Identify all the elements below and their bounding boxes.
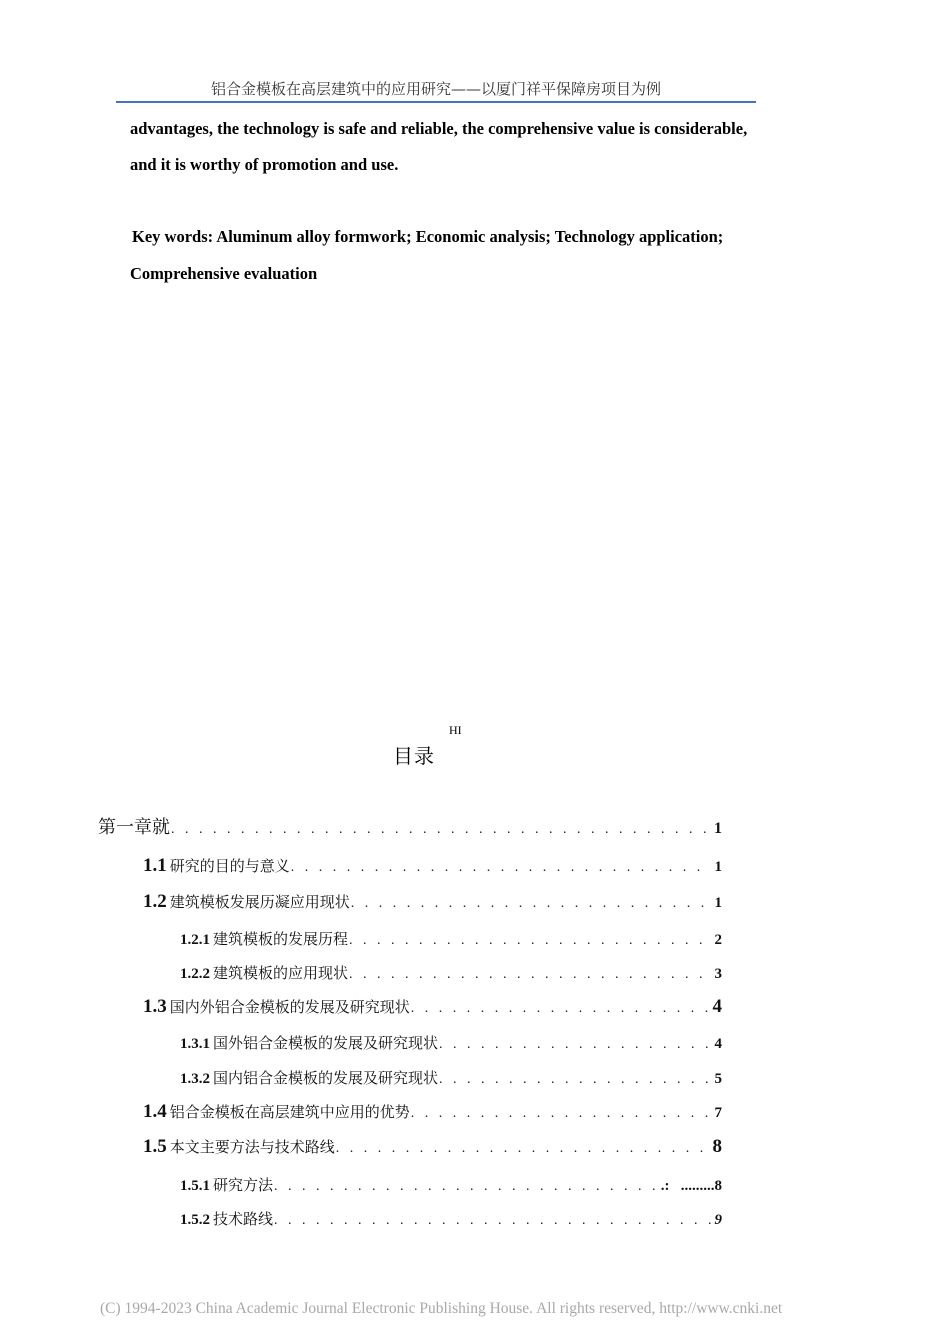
toc-entry-page: 2 [714, 932, 722, 948]
toc-entry-number: 1.3.2 [180, 1071, 210, 1087]
toc-leader-dots [349, 967, 710, 983]
toc-entry-1-2-1[interactable] [180, 928, 722, 949]
toc-entry-page: 4 [714, 1036, 722, 1052]
toc-entry-page: 9 [714, 1212, 722, 1228]
toc-entry-1-2-2[interactable] [180, 962, 722, 983]
toc-leader-dots [336, 1141, 709, 1157]
toc-entry-text: 国内外铝合金模板的发展及研究现状 [169, 998, 410, 1016]
toc-entry-page: 1 [714, 820, 722, 837]
toc-entry-page: 3 [714, 966, 722, 982]
toc-leader-dots [351, 896, 711, 912]
toc-entry-text: 建筑模板发展历凝应用现状 [169, 893, 350, 911]
toc-entry-1-5-2[interactable] [180, 1208, 722, 1229]
toc-entry-text: 建筑模板的应用现状 [213, 964, 349, 982]
toc-entry-text: 技术路线 [213, 1210, 274, 1228]
toc-entry-text: 研究方法 [213, 1176, 274, 1194]
toc-title: 目录 [393, 744, 435, 768]
toc-entry-page: .: .........8 [660, 1178, 722, 1194]
toc-entry-page: 4 [712, 996, 722, 1017]
abstract-line-2: and it is worthy of promotion and use. [130, 155, 399, 174]
toc-entry-number: 1.5 [143, 1136, 167, 1157]
keywords-line-1: Key words: Aluminum alloy formwork; Economic analysis; Technology application; [132, 227, 724, 246]
page-number: HI [449, 723, 462, 737]
keywords-line-2: Comprehensive evaluation [130, 264, 318, 283]
toc-entry-1-3[interactable] [143, 996, 722, 1018]
toc-entry-1-5[interactable] [143, 1136, 722, 1158]
toc-leader-dots [171, 822, 710, 838]
toc-entry-number: 1.5.2 [180, 1212, 210, 1228]
toc-entry-text: 国内铝合金模板的发展及研究现状 [213, 1069, 439, 1087]
toc-entry-number: 1.1 [143, 855, 167, 876]
toc-entry-number: 1.2 [143, 891, 167, 912]
toc-entry-page: 1 [714, 859, 722, 875]
toc-entry-number: 1.4 [143, 1101, 167, 1122]
toc-leader-dots [439, 1072, 710, 1088]
toc-entry-1-5-1[interactable] [180, 1174, 722, 1195]
toc-leader-dots [439, 1037, 710, 1053]
header-rule [116, 101, 756, 103]
toc-entry-page: 5 [714, 1071, 722, 1087]
toc-entry-number: 1.3 [143, 996, 167, 1017]
toc-entry-page: 8 [712, 1136, 722, 1157]
toc-entry-chapter-1[interactable] [98, 813, 722, 839]
toc-entry-text: 建筑模板的发展历程 [213, 930, 349, 948]
running-header: 铝合金模板在高层建筑中的应用研究——以厦门祥平保障房项目为例 [210, 80, 661, 98]
toc-entry-number: 1.2.1 [180, 932, 210, 948]
toc-entry-page: 7 [714, 1105, 722, 1121]
toc-entry-1-3-2[interactable] [180, 1067, 722, 1088]
abstract-line-1: advantages, the technology is safe and reliable, the comprehensive value is considerable, [130, 119, 748, 138]
toc-leader-dots [291, 860, 711, 876]
toc-entry-number: 1.2.2 [180, 966, 210, 982]
toc-entry-text: 研究的目的与意义 [169, 857, 290, 875]
toc-leader-dots [411, 1106, 711, 1122]
toc-leader-dots [274, 1179, 657, 1195]
toc-entry-text: 本文主要方法与技术路线 [169, 1138, 335, 1156]
toc-leader-dots [411, 1001, 709, 1017]
toc-entry-1-3-1[interactable] [180, 1032, 722, 1053]
toc-entry-page: 1 [714, 895, 722, 911]
toc-entry-text: 铝合金模板在高层建筑中应用的优势 [169, 1103, 410, 1121]
toc-entry-1-2[interactable] [143, 891, 722, 913]
toc-entry-number: 1.5.1 [180, 1178, 210, 1194]
toc-entry-number: 1.3.1 [180, 1036, 210, 1052]
toc-entry-text: 第一章就 [98, 817, 170, 838]
copyright-footer: (C) 1994-2023 China Academic Journal Electronic Publishing House. All rights reserved, http://www.cnki.net [100, 1300, 783, 1317]
toc-entry-1-1[interactable] [143, 855, 722, 877]
toc-leader-dots [349, 933, 710, 949]
toc-entry-1-4[interactable] [143, 1101, 722, 1123]
toc-leader-dots [274, 1213, 710, 1229]
toc-entry-text: 国外铝合金模板的发展及研究现状 [213, 1034, 439, 1052]
